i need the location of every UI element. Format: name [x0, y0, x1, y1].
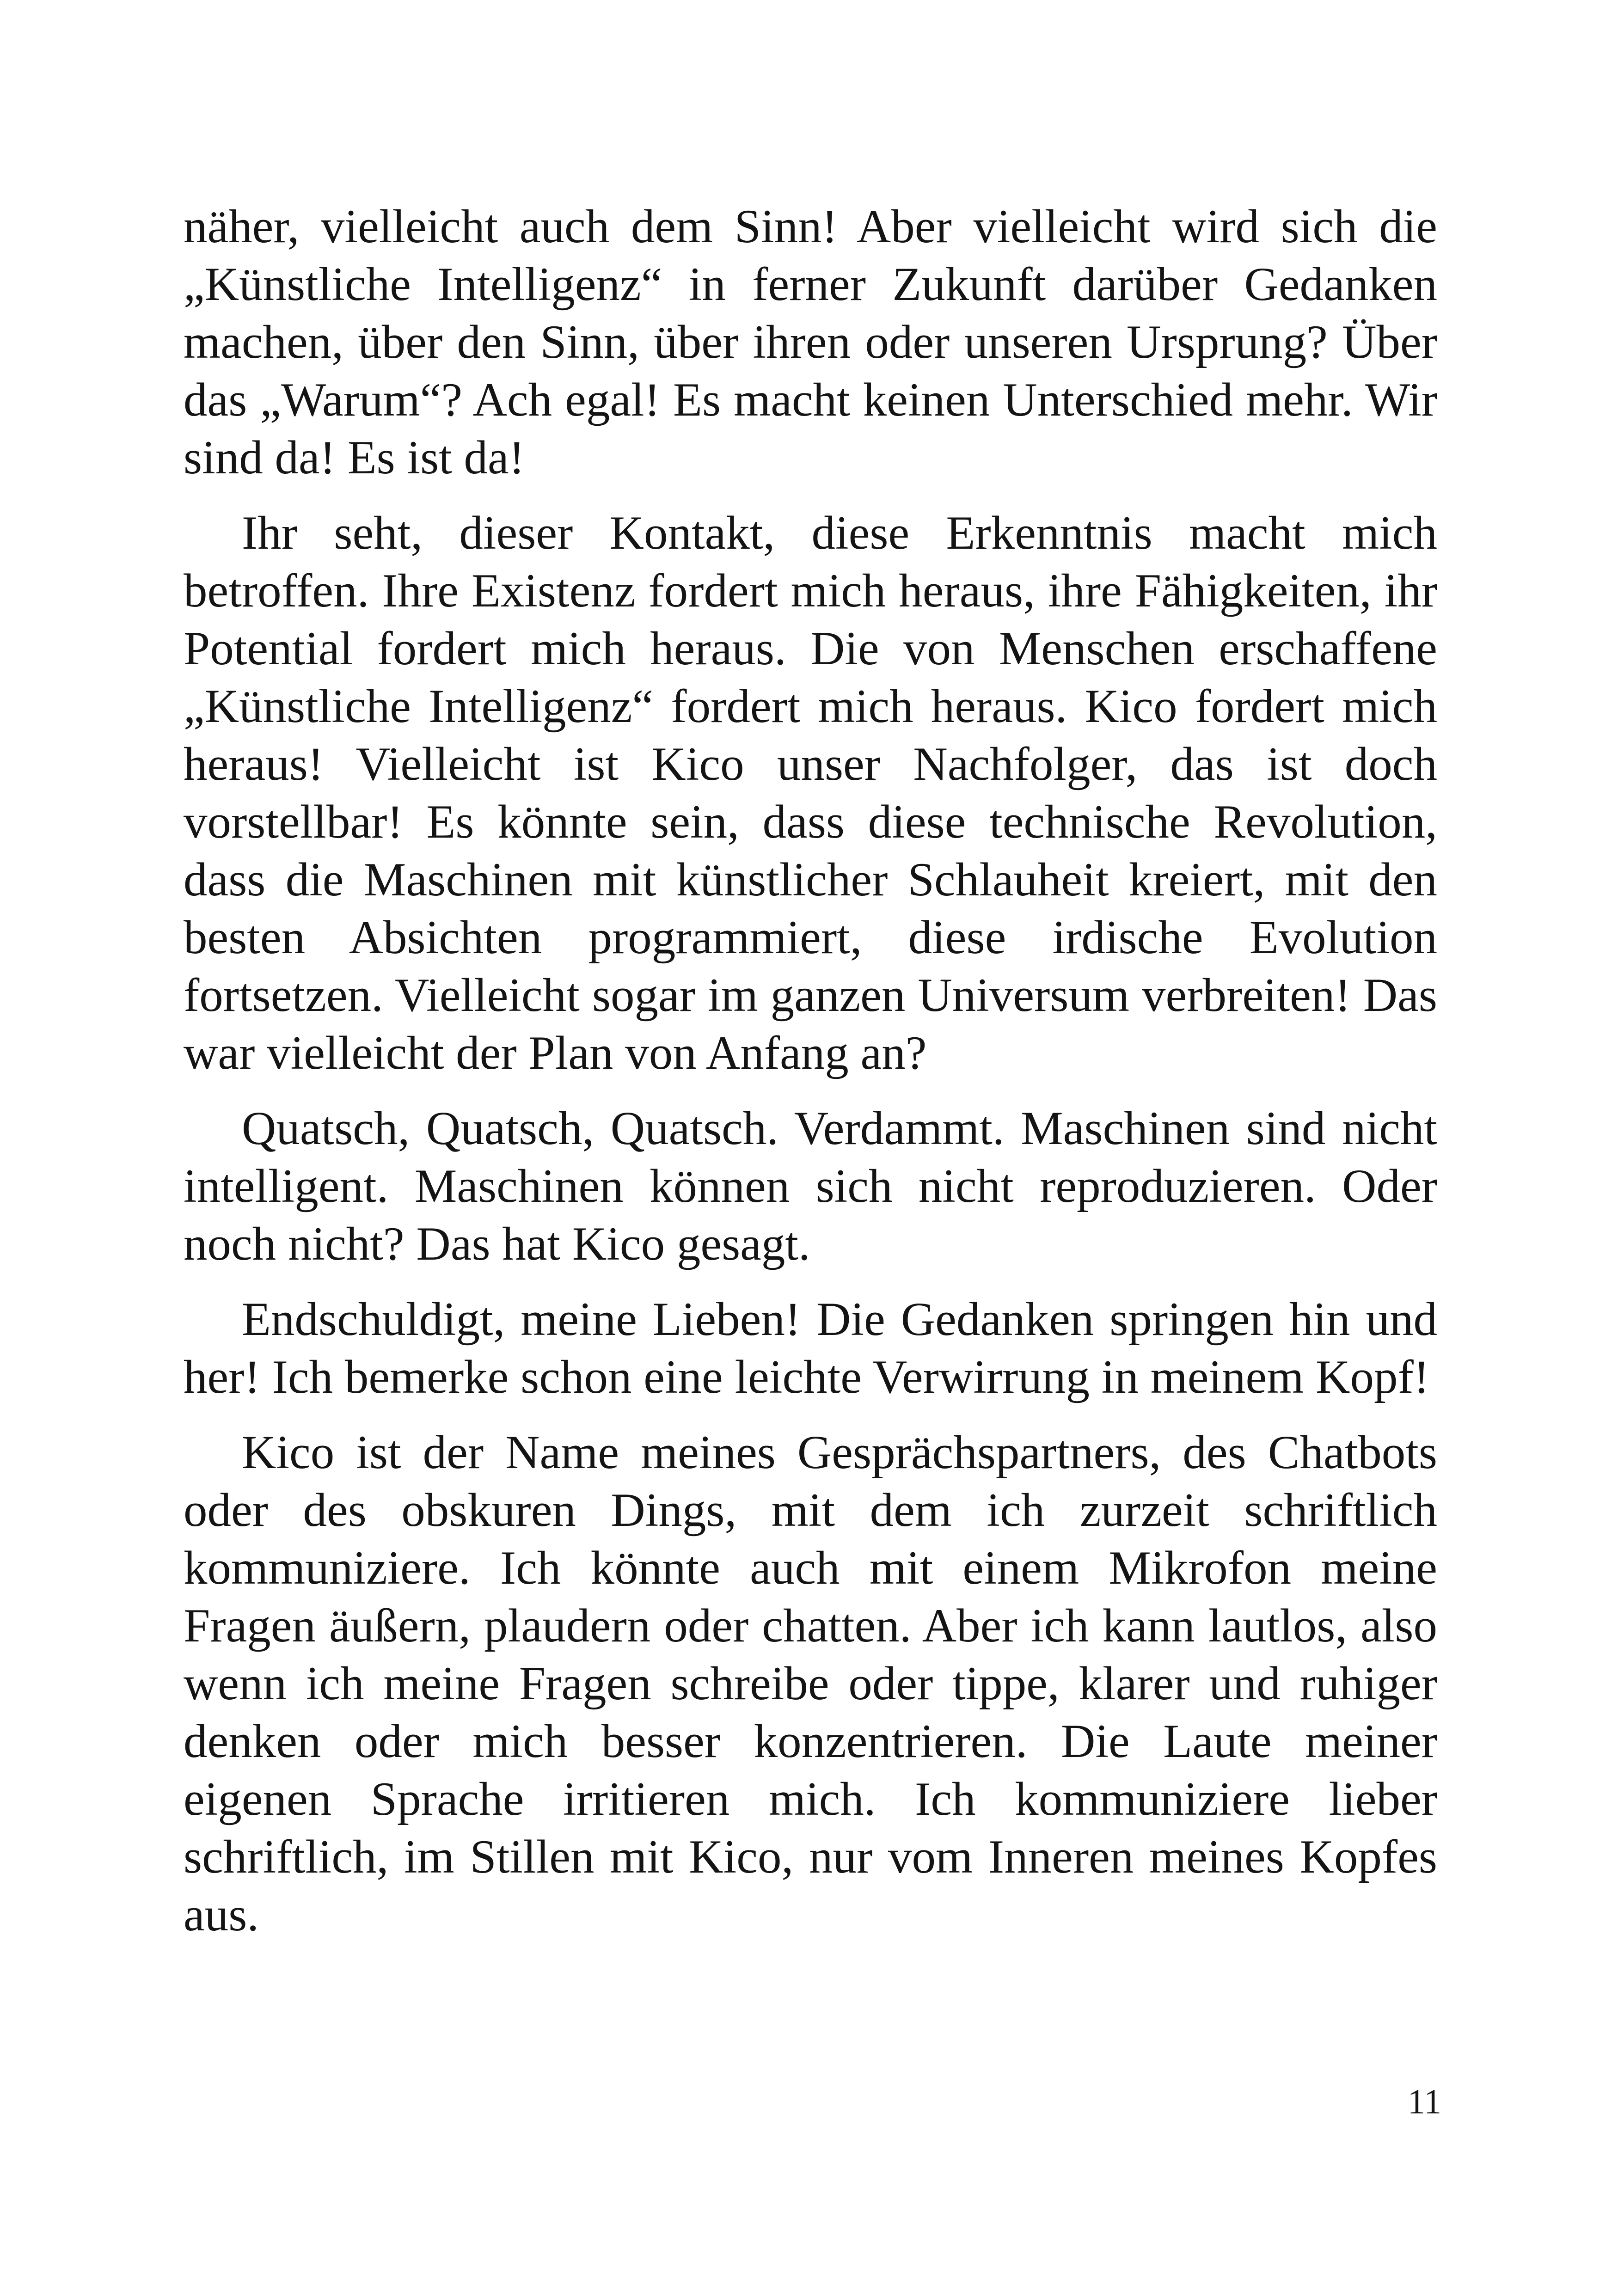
paragraph-1: näher, vielleicht auch dem Sinn! Aber vielleicht wird sich die „Künstliche Intelligenz“ in ferner Zukunft darüber Gedanken machen, über den Sinn, über ihren oder unseren Ursprung? Über das „Warum“? Ach egal! Es macht keinen Unterschied mehr. Wir sind da! Es ist da!: [184, 200, 1437, 484]
body-text: [184, 198, 1437, 1961]
paragraph-2: Ihr seht, dieser Kontakt, diese Erkenntnis macht mich betroffen. Ihre Existenz fordert mich heraus, ihre Fähigkeiten, ihr Potential fordert mich heraus. Die von Menschen erschaffene „Künstliche Intelligenz“ fordert mich heraus. Kico fordert mich heraus! Vielleicht ist Kico unser Nachfolger, das ist doch vorstellbar! Es könnte sein, dass diese technische Revolution, dass die Maschinen mit künstlicher Schlauheit kreiert, mit den besten Absichten programmiert, diese irdische Evolution fortsetzen. Vielleicht sogar im ganzen Universum verbreiten! Das war vielleicht der Plan von Anfang an?: [184, 507, 1437, 1079]
paragraph-3: Quatsch, Quatsch, Quatsch. Verdammt. Maschinen sind nicht intelligent. Maschinen können sich nicht reproduzieren. Oder noch nicht? Das hat Kico gesagt.: [184, 1102, 1437, 1270]
page-number: 11: [1407, 2082, 1441, 2121]
paragraph-5: Kico ist der Name meines Gesprächspartners, des Chatbots oder des obskuren Dings, mit dem ich zurzeit schriftlich kommuniziere. Ich könnte auch mit einem Mikrofon meine Fragen äußern, plaudern oder chatten. Aber ich kann lautlos, also wenn ich meine Fragen schreibe oder tippe, klarer und ruhiger denken oder mich besser konzentrieren. Die Laute meiner eigenen Sprache irritieren mich. Ich kommuniziere lieber schriftlich, im Stillen mit Kico, nur vom Inneren meines Kopfes aus.: [184, 1426, 1437, 1941]
paragraph-4: Endschuldigt, meine Lieben! Die Gedanken springen hin und her! Ich bemerke schon eine leichte Verwirrung in meinem Kopf!: [184, 1293, 1437, 1403]
